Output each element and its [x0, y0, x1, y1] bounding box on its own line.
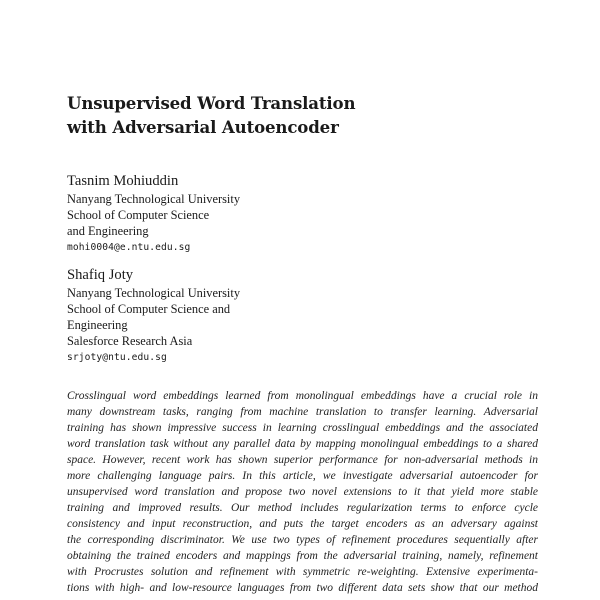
author-block-2	[67, 266, 487, 366]
author-email: mohi0004@e.ntu.edu.sg	[67, 242, 191, 253]
title-line: Unsupervised Word Translation	[67, 93, 356, 113]
abstract-line: obtaining the trained encoders and mappings from the adversarial training, namely, refinement	[67, 550, 538, 562]
affiliation-line: Nanyang Technological University	[67, 192, 241, 206]
abstract-line: Crosslingual word embeddings learned from monolingual embeddings have a crucial role in	[67, 390, 538, 402]
author-email: srjoty@ntu.edu.sg	[67, 352, 167, 363]
abstract-line: many downstream tasks, ranging from machine translation to transfer learning. Adversarial	[67, 406, 538, 418]
abstract-line: more challenging language pairs. In this article, we investigate adversarial autoencoder for	[67, 470, 538, 482]
abstract-line: the corresponding discriminator. We use two types of refinement procedures sequentially after	[67, 534, 538, 546]
affiliation-line: School of Computer Science	[67, 208, 210, 222]
affiliation-line: Salesforce Research Asia	[67, 334, 193, 348]
abstract-line: training and improved results. Our method includes regularization terms to enforce cycle	[67, 502, 538, 514]
title-line: with Adversarial Autoencoder	[67, 117, 339, 137]
abstract-line: word translation task without any parallel data by mapping monolingual embeddings to a shared	[67, 438, 538, 450]
author-block-1	[67, 172, 487, 256]
abstract-line: with Procrustes solution and refinement with symmetric re-weighting. Extensive experimenta-	[67, 566, 538, 578]
abstract-line: training has shown impressive success in learning crosslingual embeddings and the associated	[67, 422, 538, 434]
abstract-line: space. However, recent work has shown superior performance for non-adversarial methods in	[67, 454, 538, 466]
author-name: Tasnim Mohiuddin	[67, 173, 179, 189]
author-name: Shafiq Joty	[67, 267, 134, 283]
abstract-line: tions with high- and low-resource languages from two different data sets show that our method	[67, 582, 538, 594]
affiliation-line: Engineering	[67, 318, 128, 332]
affiliation-line: Nanyang Technological University	[67, 286, 241, 300]
affiliation-line: and Engineering	[67, 224, 149, 238]
paper-title	[67, 91, 537, 139]
abstract-line: consistency and input reconstruction, and puts the target encoders as an adversary against	[67, 518, 538, 530]
affiliation-line: School of Computer Science and	[67, 302, 231, 316]
abstract	[67, 388, 538, 596]
abstract-line: unsupervised word translation and propose two novel extensions to it that yield more stable	[67, 486, 538, 498]
